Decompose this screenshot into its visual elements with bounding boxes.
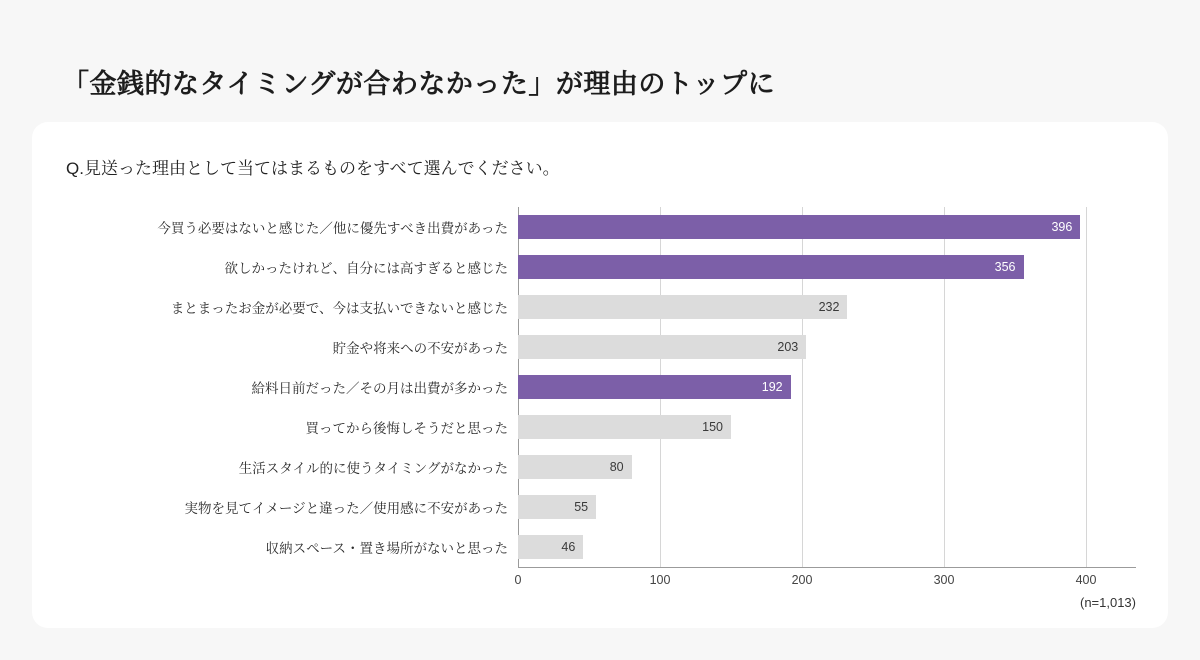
category-labels (66, 207, 518, 567)
bar (518, 215, 1080, 239)
bar-row (518, 527, 1136, 567)
x-axis-line (518, 567, 1136, 568)
plot-area (514, 207, 1136, 607)
bar-value-label: 203 (777, 340, 799, 354)
bar-row (518, 327, 1136, 367)
bar (518, 535, 583, 559)
category-label-row (66, 407, 518, 447)
category-label-row (66, 447, 518, 487)
category-label-row (66, 487, 518, 527)
category-label: 買ってから後悔しそうだと思った (305, 421, 508, 436)
chart-card (32, 122, 1168, 628)
x-axis-tick-label: 300 (933, 573, 955, 587)
bar (518, 295, 847, 319)
category-label: 実物を見てイメージと違った／使用感に不安があった (184, 501, 508, 516)
bar-series (518, 207, 1136, 567)
x-axis-tick-label: 0 (514, 573, 522, 587)
bar-row (518, 407, 1136, 447)
bar (518, 375, 791, 399)
bar-row (518, 367, 1136, 407)
bar-row (518, 287, 1136, 327)
bar (518, 255, 1024, 279)
question-text: Q.見送った理由として当てはまるものをすべて選んでください。 (66, 159, 560, 178)
bar (518, 455, 632, 479)
category-label-row (66, 527, 518, 567)
sample-size-note: (n=1,013) (1079, 595, 1136, 610)
page-title: 「金銭的なタイミングが合わなかった」が理由のトップに (62, 69, 776, 99)
bar-value-label: 356 (994, 260, 1016, 274)
category-label: まとまったお金が必要で、今は支払いできないと感じた (170, 301, 508, 316)
bar-value-label: 232 (818, 300, 840, 314)
bar (518, 495, 596, 519)
category-label: 給料日前だった／その月は出費が多かった (251, 381, 508, 396)
category-label: 貯金や将来への不安があった (332, 341, 508, 356)
category-label-row (66, 287, 518, 327)
bar-value-label: 396 (1051, 220, 1073, 234)
category-label: 収納スペース・置き場所がないと思った (265, 541, 508, 556)
x-axis-tick-label: 400 (1075, 573, 1097, 587)
category-label-row (66, 367, 518, 407)
bar-chart (66, 207, 1136, 607)
bar-row (518, 207, 1136, 247)
bar-value-label: 80 (609, 460, 624, 474)
bar-value-label: 192 (761, 380, 783, 394)
bar-value-label: 46 (561, 540, 576, 554)
bar (518, 335, 806, 359)
bar-row (518, 487, 1136, 527)
x-axis-tick-label: 200 (791, 573, 813, 587)
bar-row (518, 447, 1136, 487)
bar-value-label: 55 (574, 500, 589, 514)
category-label: 欲しかったけれど、自分には高すぎると感じた (224, 261, 508, 276)
bar-row (518, 247, 1136, 287)
bar (518, 415, 731, 439)
category-label: 生活スタイル的に使うタイミングがなかった (238, 461, 508, 476)
category-label-row (66, 327, 518, 367)
category-label-row (66, 207, 518, 247)
category-label-row (66, 247, 518, 287)
x-axis (514, 567, 1136, 597)
bar-value-label: 150 (702, 420, 723, 434)
x-axis-tick-label: 100 (649, 573, 671, 587)
category-label: 今買う必要はないと感じた／他に優先すべき出費があった (157, 221, 508, 236)
